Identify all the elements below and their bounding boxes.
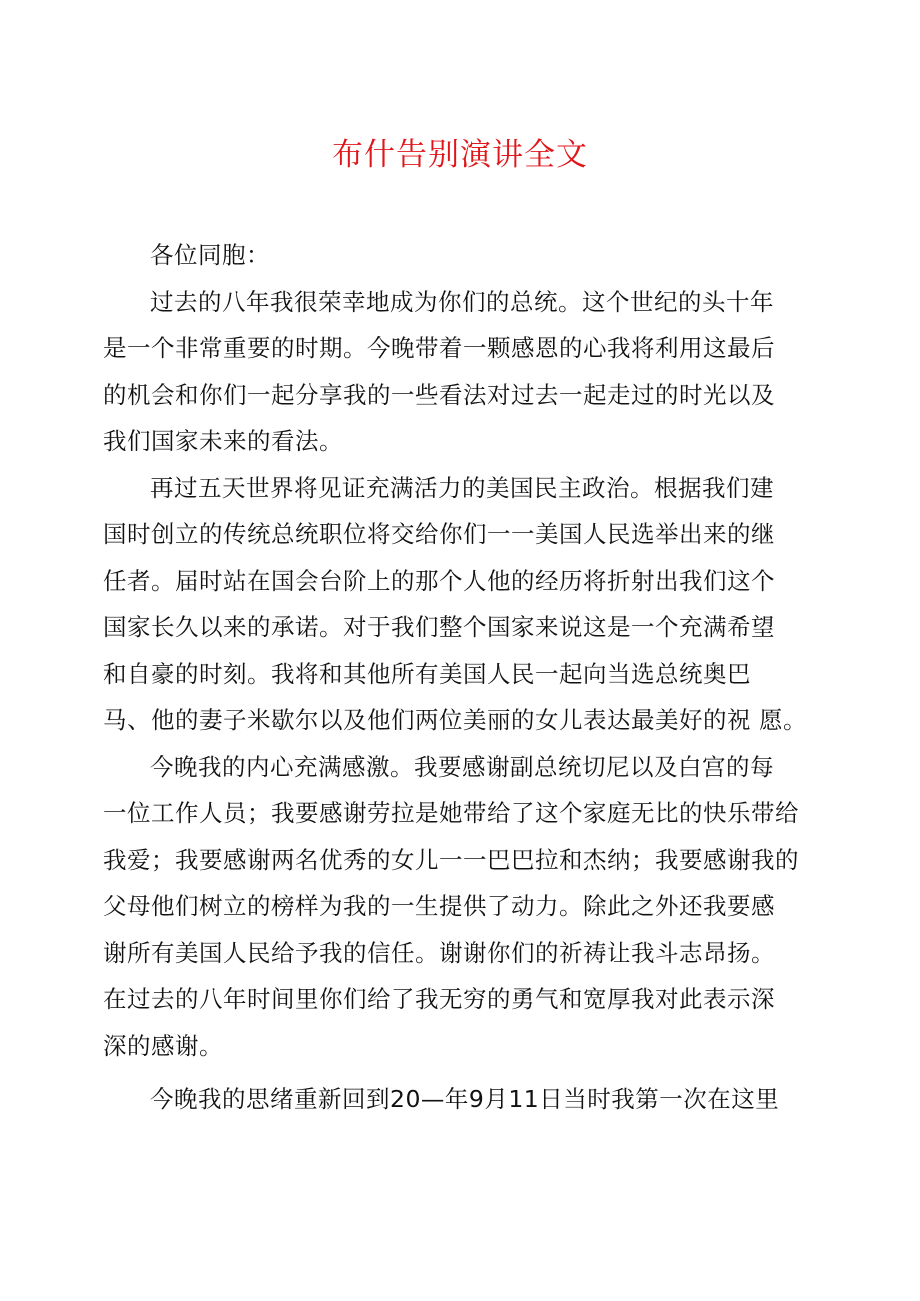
text-line: 和自豪的时刻。我将和其他所有美国人民一起向当选总统奥巴: [103, 660, 751, 688]
text-line: 过去的八年我很荣幸地成为你们的总统。这个世纪的头十年: [150, 288, 774, 316]
text-line: 我们国家未来的看法。: [103, 427, 343, 455]
text-line: 的机会和你们一起分享我的一些看法对过去一起走过的时光以及: [103, 381, 775, 409]
text-line: 是一个非常重要的时期。今晚带着一颗感恩的心我将利用这最后: [103, 334, 775, 362]
document-title: 布什告别演讲全文: [332, 137, 588, 173]
text-line: 今晚我的思绪重新回到20—年9月11日当时我第一次在这里: [150, 1085, 780, 1113]
text-line: 在过去的八年时间里你们给了我无穷的勇气和宽厚我对此表示深: [103, 985, 775, 1013]
text-line: 国家长久以来的承诺。对于我们整个国家来说这是一个充满希望: [103, 613, 775, 641]
salutation-line: 各位同胞：: [150, 241, 270, 269]
text-line: 国时创立的传统总统职位将交给你们一一美国人民选举出来的继: [103, 520, 775, 548]
text-line: 再过五天世界将见证充满活力的美国民主政治。根据我们建: [150, 474, 774, 502]
text-line: 深的感谢。: [103, 1032, 223, 1060]
text-line: 父母他们树立的榜样为我的一生提供了动力。除此之外还我要感: [103, 892, 775, 920]
text-line: 一位工作人员；我要感谢劳拉是她带给了这个家庭无比的快乐带给: [103, 799, 799, 827]
text-line: 我爱；我要感谢两名优秀的女儿一一巴巴拉和杰纳；我要感谢我的: [103, 846, 799, 874]
text-line: 谢所有美国人民给予我的信任。谢谢你们的祈祷让我斗志昂扬。: [103, 939, 775, 967]
text-line: 今晚我的内心充满感激。我要感谢副总统切尼以及白宫的每: [150, 753, 774, 781]
text-line: 马、他的妻子米歇尔以及他们两位美丽的女儿表达最美好的祝 愿。: [103, 706, 807, 734]
text-line: 任者。届时站在国会台阶上的那个人他的经历将折射出我们这个: [103, 567, 775, 595]
